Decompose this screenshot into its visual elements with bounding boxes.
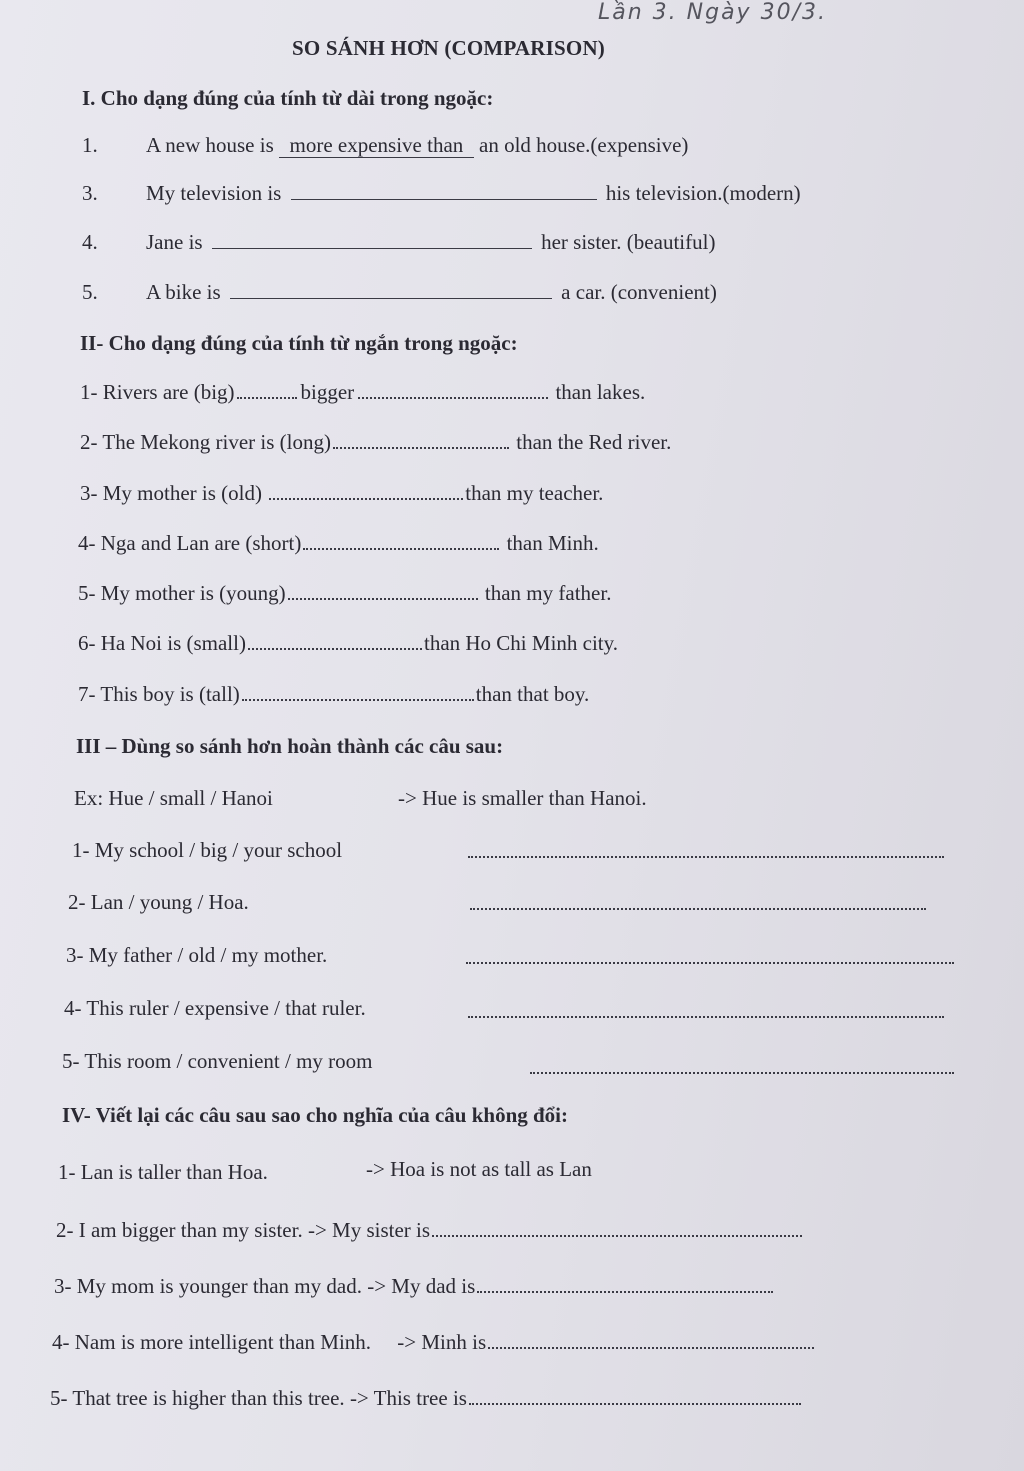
s2-item: 3- My mother is (old) than my teacher. <box>80 481 604 505</box>
s4-item-prompt: 1- Lan is taller than Hoa. <box>58 1160 268 1184</box>
answer-dots[interactable] <box>466 946 954 964</box>
s1-item-text-after: an old house.(expensive) <box>479 133 689 157</box>
section-1-heading: I. Cho dạng đúng của tính từ dài trong ngoặc: <box>82 86 494 110</box>
answer-dots[interactable] <box>432 1219 802 1237</box>
s1-item: My television is his television.(modern) <box>146 181 801 205</box>
answer-dots[interactable] <box>488 1331 814 1349</box>
s1-item-number: 4. <box>82 230 98 254</box>
section-2-heading: II- Cho dạng đúng của tính từ ngắn trong ngoặc: <box>80 331 518 355</box>
s4-item-answer: -> Hoa is not as tall as Lan <box>366 1157 592 1181</box>
s2-item: 4- Nga and Lan are (short) than Minh. <box>78 531 599 555</box>
s2-item: 2- The Mekong river is (long) than the Red river. <box>80 430 672 454</box>
answer-dots[interactable] <box>242 683 474 701</box>
s2-item: 1- Rivers are (big) bigger than lakes. <box>80 380 646 404</box>
s3-item-prompt: 2- Lan / young / Hoa. <box>68 890 249 914</box>
s3-item-prompt: 1- My school / big / your school <box>72 838 343 862</box>
s3-example-prompt: Ex: Hue / small / Hanoi <box>74 786 273 810</box>
handwritten-note: Lần 3. Ngày 30/3. <box>598 0 827 25</box>
answer-dots[interactable] <box>468 840 944 858</box>
answer-dots[interactable] <box>269 482 463 500</box>
s3-item-prompt: 5- This room / convenient / my room <box>62 1049 373 1073</box>
s4-item: 2- I am bigger than my sister. -> My sister is <box>56 1218 804 1243</box>
s3-item-prompt: 4- This ruler / expensive / that ruler. <box>64 996 366 1020</box>
s4-item: 5- That tree is higher than this tree. -> This tree is <box>50 1386 803 1411</box>
s2-item: 5- My mother is (young) than my father. <box>78 581 612 605</box>
s1-item-number: 1. <box>82 133 98 157</box>
page-title: SO SÁNH HƠN (COMPARISON) <box>292 36 606 60</box>
answer-blank[interactable] <box>291 183 597 200</box>
s1-item <box>146 133 688 158</box>
answer-blank[interactable] <box>230 282 552 299</box>
s4-item: 3- My mom is younger than my dad. -> My dad is <box>54 1274 775 1299</box>
answer-dots[interactable] <box>248 632 422 650</box>
s4-item: 4- Nam is more intelligent than Minh. -> Minh is <box>52 1330 816 1355</box>
s1-item-number: 5. <box>82 280 98 304</box>
s1-item: Jane is her sister. (beautiful) <box>146 230 716 254</box>
s3-example-answer: -> Hue is smaller than Hanoi. <box>398 786 647 810</box>
answer-dots[interactable] <box>477 1275 773 1293</box>
s1-item-text-before: A new house is <box>146 133 274 157</box>
s2-item: 7- This boy is (tall) than that boy. <box>78 682 590 706</box>
answer-dots[interactable] <box>470 892 926 910</box>
section-4-heading: IV- Viết lại các câu sau sao cho nghĩa của câu không đổi: <box>62 1103 568 1127</box>
section-3-heading: III – Dùng so sánh hơn hoàn thành các câu sau: <box>76 734 504 758</box>
answer-dots[interactable] <box>469 1387 801 1405</box>
answer-dots[interactable] <box>303 532 499 550</box>
answer-dots[interactable] <box>237 381 297 399</box>
s1-answer: more expensive than <box>279 133 474 158</box>
s2-item: 6- Ha Noi is (small) than Ho Chi Minh city. <box>78 631 619 655</box>
s1-item: A bike is a car. (convenient) <box>146 280 717 304</box>
s1-item-number: 3. <box>82 181 98 205</box>
answer-dots[interactable] <box>333 431 509 449</box>
answer-dots[interactable] <box>468 1000 944 1018</box>
answer-blank[interactable] <box>212 232 532 249</box>
s3-item-prompt: 3- My father / old / my mother. <box>66 943 328 967</box>
answer-dots[interactable] <box>288 582 478 600</box>
answer-dots[interactable] <box>530 1056 954 1074</box>
answer-dots[interactable] <box>358 381 548 399</box>
